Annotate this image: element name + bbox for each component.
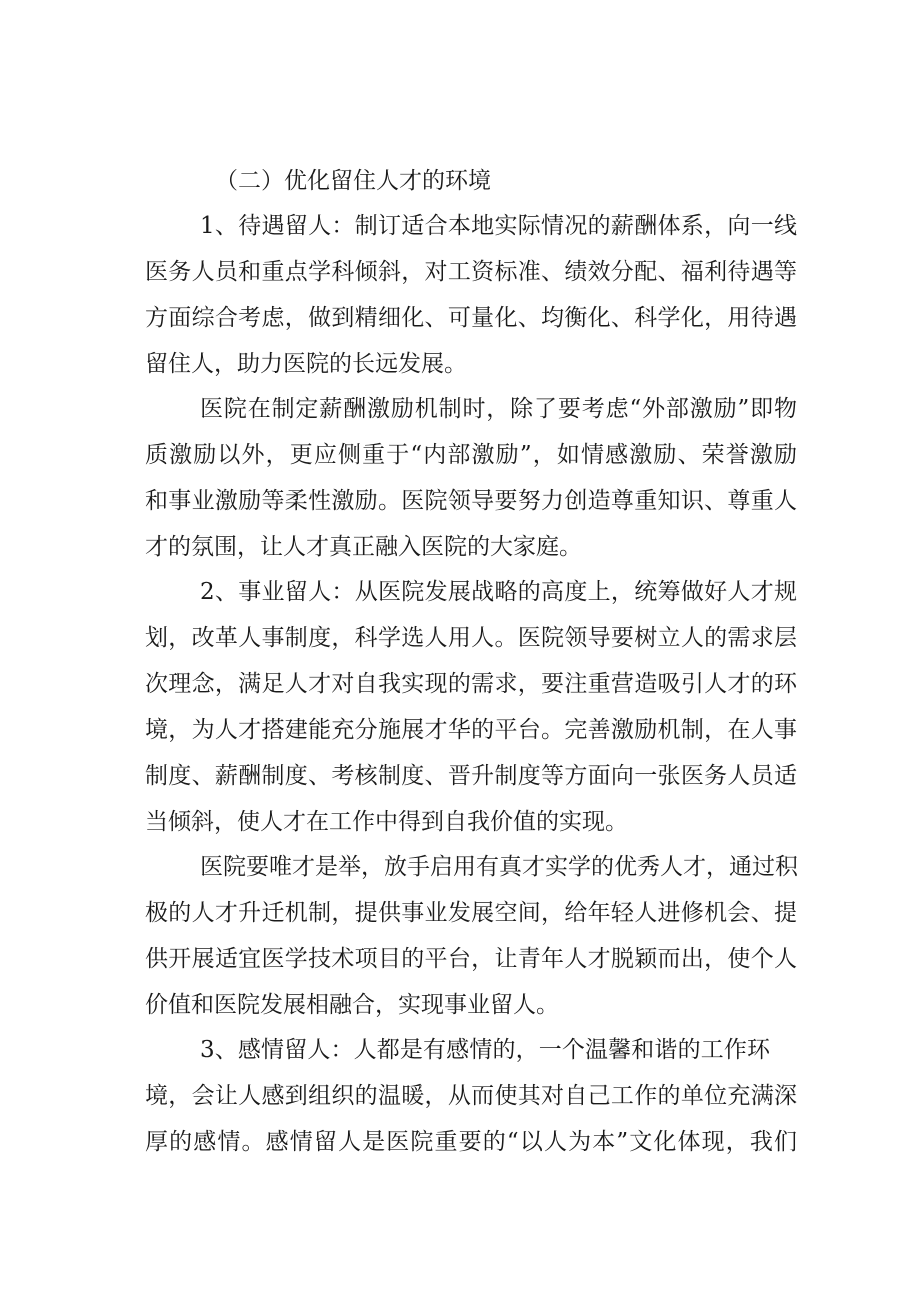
paragraph-2-line-4: 才的氛围，让人才真正融入医院的大家庭。 xyxy=(145,534,582,560)
paragraph-2-line-1: 医院在制定薪酬激励机制时，除了要考虑“外部激励”即物 xyxy=(200,396,797,422)
paragraph-3-line-2: 划，改革人事制度，科学选人用人。医院领导要树立人的需求层 xyxy=(145,625,797,651)
paragraph-4-line-4: 价值和医院发展相融合，实现事业留人。 xyxy=(145,992,559,1018)
paragraph-4-line-1: 医院要唯才是举，放手启用有真才实学的优秀人才，通过积 xyxy=(200,854,798,880)
paragraph-1-line-2: 医务人员和重点学科倾斜，对工资标准、绩效分配、福利待遇等 xyxy=(145,259,797,285)
section-heading: （二）优化留住人才的环境 xyxy=(215,168,491,194)
paragraph-3-line-3: 次理念，满足人才对自我实现的需求，要注重营造吸引人才的环 xyxy=(145,671,797,697)
paragraph-5-line-3: 厚的感情。感情留人是医院重要的“以人为本”文化体现，我们 xyxy=(145,1129,797,1155)
paragraph-5-line-2: 境，会让人感到组织的温暖，从而使其对自己工作的单位充满深 xyxy=(145,1083,797,1109)
paragraph-4-line-2: 极的人才升迁机制，提供事业发展空间，给年轻人进修机会、提 xyxy=(145,900,797,926)
paragraph-5-line-1: 3、感情留人：人都是有感情的，一个温馨和谐的工作环 xyxy=(200,1037,770,1063)
paragraph-4-line-3: 供开展适宜医学技术项目的平台，让青年人才脱颖而出，使个人 xyxy=(145,946,797,972)
paragraph-3-line-1: 2、事业留人：从医院发展战略的高度上，统筹做好人才规 xyxy=(200,579,797,605)
paragraph-3-line-5: 制度、薪酬制度、考核制度、晋升制度等方面向一张医务人员适 xyxy=(145,763,797,789)
paragraph-1-line-3: 方面综合考虑，做到精细化、可量化、均衡化、科学化，用待遇 xyxy=(145,305,797,331)
paragraph-1-line-1: 1、待遇留人：制订适合本地实际情况的薪酬体系，向一线 xyxy=(200,213,797,239)
paragraph-2-line-3: 和事业激励等柔性激励。医院领导要努力创造尊重知识、尊重人 xyxy=(145,488,797,514)
paragraph-3-line-6: 当倾斜，使人才在工作中得到自我价值的实现。 xyxy=(145,809,628,835)
paragraph-3-line-4: 境，为人才搭建能充分施展才华的平台。完善激励机制，在人事 xyxy=(145,717,797,743)
paragraph-2-line-2: 质激励以外，更应侧重于“内部激励”，如情感激励、荣誉激励 xyxy=(145,442,797,468)
paragraph-1-line-4: 留住人，助力医院的长远发展。 xyxy=(145,351,467,377)
